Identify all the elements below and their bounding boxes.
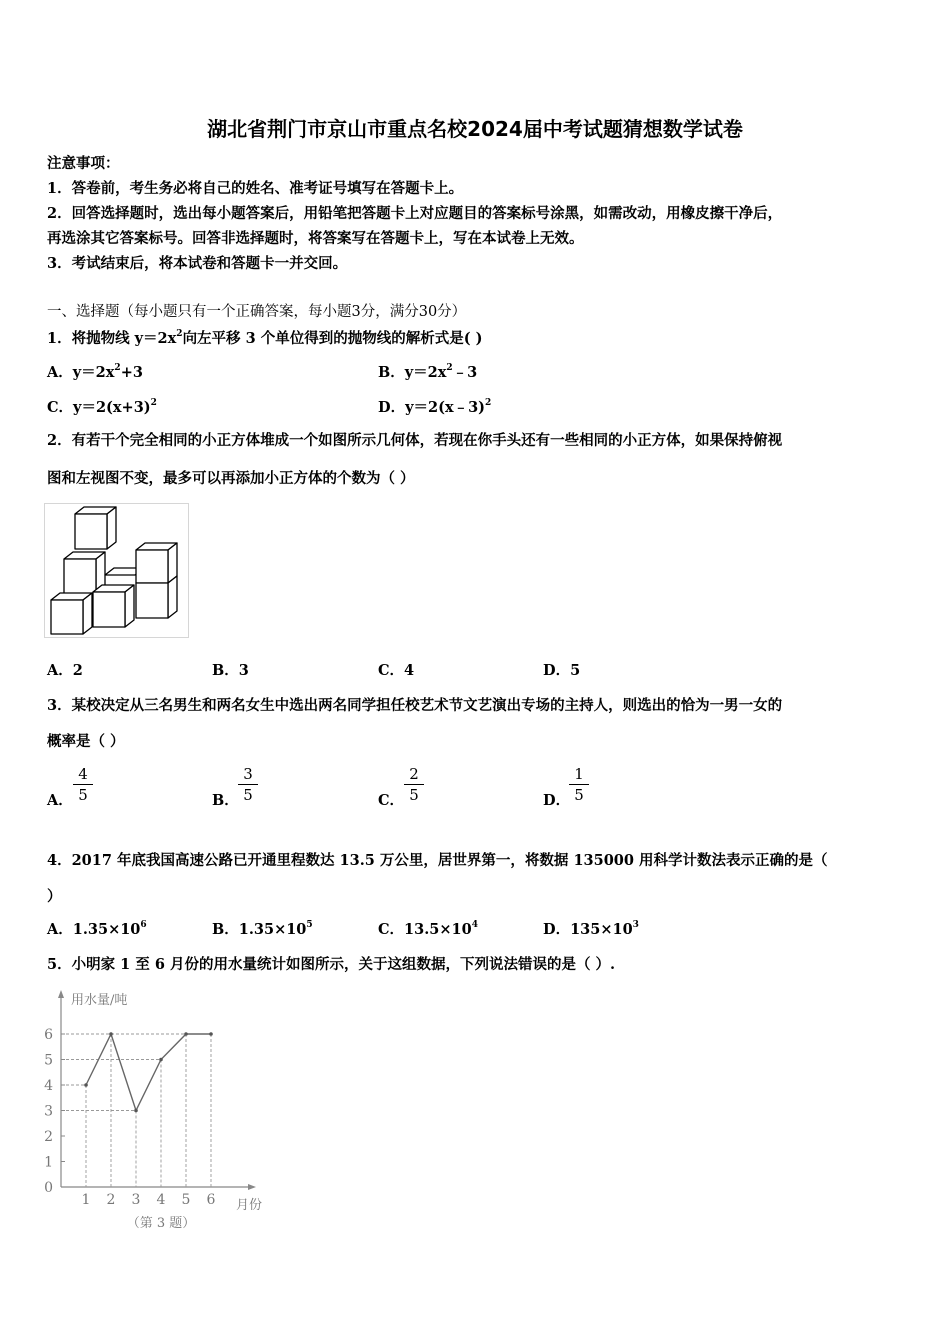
q3-option-c-fraction: $\frac{2}{5}$ <box>404 764 424 805</box>
question-3-stem-line2: 概率是（ ） <box>47 733 125 750</box>
series-line <box>86 1034 211 1111</box>
x-axis-label: 月份 <box>236 1198 263 1213</box>
x-tick-label: 5 <box>181 1192 191 1208</box>
y-tick-label: 4 <box>44 1078 53 1094</box>
x-tick-label: 4 <box>156 1192 166 1208</box>
notice-item: 3．考试结束后，将本试卷和答题卡一并交回。 <box>47 255 348 272</box>
x-axis-arrow <box>248 1184 256 1190</box>
q4-option-c: C．$13.5\times 10^4$ <box>378 920 478 938</box>
data-point <box>209 1032 213 1036</box>
x-tick-label: 1 <box>81 1192 91 1208</box>
notice-item: 1．答卷前，考生务必将自己的姓名、准考证号填写在答题卡上。 <box>47 180 464 197</box>
q3-option-a-fraction: $\frac{4}{5}$ <box>73 764 93 805</box>
y-axis-label: 用水量/吨 <box>71 993 128 1008</box>
data-point <box>159 1058 163 1062</box>
q1-option-c: C．$y=2(x+3)^2$ <box>47 398 157 416</box>
question-4-stem-line1: 4．2017 年底我国高速公路已开通里程数达 13.5 万公里，居世界第一，将数据 135000 用科学计数法表示正确的是（ <box>47 852 828 869</box>
q3-option-a-label: A． <box>47 792 73 809</box>
q2-option-d: D．5 <box>543 662 581 679</box>
q2-option-b: B．3 <box>212 662 249 679</box>
data-point <box>84 1083 88 1087</box>
y-tick-label: 0 <box>44 1180 53 1196</box>
x-tick-label: 2 <box>106 1192 116 1208</box>
q1-option-d: D．y＝2(x﹣3)$^2$ <box>378 398 492 416</box>
data-point <box>134 1109 138 1113</box>
q2-option-c: C．4 <box>378 662 415 679</box>
y-tick-label: 6 <box>44 1027 53 1043</box>
question-2-stem-line1: 2．有若干个完全相同的小正方体堆成一个如图所示几何体，若现在你手头还有一些相同的小正方体，如果保持俯视 <box>47 432 783 449</box>
q1-option-a: A．$y=2x^2+3$ <box>47 363 143 381</box>
y-tick-label: 1 <box>44 1154 53 1171</box>
q3-option-b-label: B． <box>212 792 239 809</box>
y-tick-label: 2 <box>44 1129 53 1145</box>
question-2-stem-line2: 图和左视图不变，最多可以再添加小正方体的个数为（ ） <box>47 470 415 487</box>
y-tick-label: 3 <box>44 1103 53 1120</box>
cube-stack-figure <box>44 503 189 638</box>
data-point <box>109 1032 113 1036</box>
q3-option-d-label: D． <box>543 792 571 809</box>
notice-item: 再选涂其它答案标号。回答非选择题时，将答案写在答题卡上，写在本试卷上无效。 <box>47 230 584 247</box>
question-5-stem: 5．小明家 1 至 6 月份的用水量统计如图所示，关于这组数据，下列说法错误的是（ ）. <box>47 956 616 973</box>
q1-option-b: B．$y=2x^2﹣3$ <box>378 363 478 381</box>
y-axis-arrow <box>58 990 64 998</box>
q3-option-d-fraction: $\frac{1}{5}$ <box>569 764 589 805</box>
q4-option-d: D．$135\times 10^3$ <box>543 920 639 938</box>
q4-option-b: B．$1.35\times 10^5$ <box>212 920 313 938</box>
question-1-stem: 1．将抛物线 $y=2x^2$向左平移 3 个单位得到的抛物线的解析式是( ) <box>47 329 483 347</box>
section-heading: 一、选择题（每小题只有一个正确答案，每小题3分，满分30分） <box>47 304 467 320</box>
q3-option-c-label: C． <box>378 792 405 809</box>
q4-option-a: A．$1.35\times 10^6$ <box>47 920 147 938</box>
question-4-stem-line2: ） <box>47 888 62 905</box>
water-usage-line-chart <box>40 984 275 1234</box>
notice-heading: 注意事项： <box>47 155 120 172</box>
x-tick-label: 6 <box>206 1192 216 1208</box>
data-point <box>184 1032 188 1036</box>
x-tick-label: 3 <box>131 1192 141 1208</box>
q2-option-a: A．2 <box>47 662 83 679</box>
page-title: 湖北省荆门市京山市重点名校2024届中考试题猜想数学试卷 <box>207 117 743 141</box>
q3-option-b-fraction: $\frac{3}{5}$ <box>238 764 258 805</box>
y-tick-label: 5 <box>44 1052 53 1069</box>
chart-caption: （第 3 题） <box>126 1216 196 1231</box>
question-3-stem-line1: 3．某校决定从三名男生和两名女生中选出两名同学担任校艺术节文艺演出专场的主持人，则选出的恰为一男一女的 <box>47 697 783 714</box>
notice-item: 2．回答选择题时，选出每小题答案后，用铅笔把答题卡上对应题目的答案标号涂黑，如需改动，用橡皮擦干净后， <box>47 205 783 222</box>
